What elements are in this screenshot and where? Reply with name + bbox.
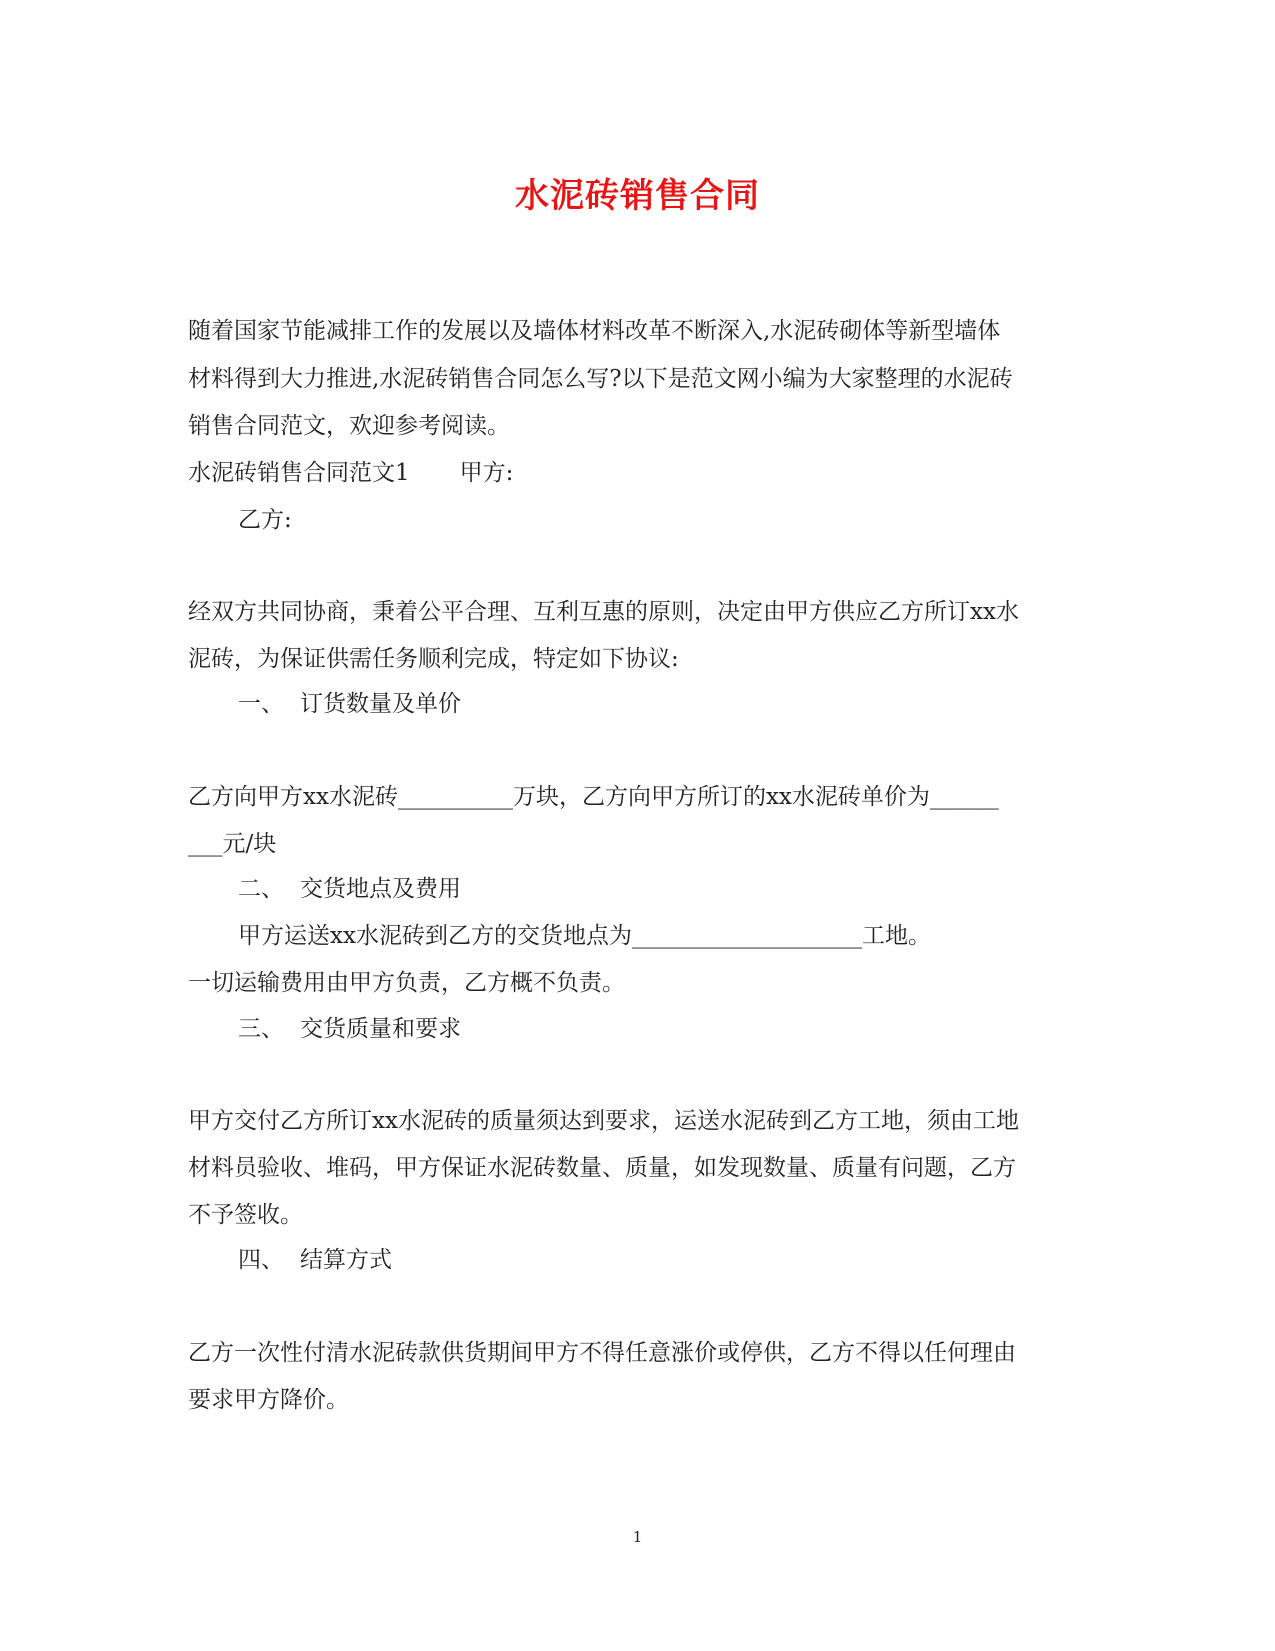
- section-1-heading: [238, 689, 1088, 719]
- intro-line-1: 随着国家节能减排工作的发展以及墙体材料改革不断深入,水泥砖砌体等新型墙体: [188, 318, 1001, 344]
- section-1-title: 订货数量及单价: [300, 691, 461, 717]
- section-1-number: 一、: [238, 691, 284, 717]
- section-3-line-2: 材料员验收、堆码，甲方保证水泥砖数量、质量，如发现数量、质量有问题，乙方: [188, 1155, 1016, 1181]
- section-3-number: 三、: [238, 1016, 284, 1042]
- section-2-number: 二、: [238, 876, 284, 902]
- section-3-heading: [238, 1014, 1088, 1044]
- party-b-label: 乙方:: [238, 507, 292, 533]
- section-2-heading: [238, 874, 1088, 904]
- section-3-line-3: 不予签收。: [188, 1202, 303, 1228]
- section-4-line-2: 要求甲方降价。: [188, 1387, 349, 1413]
- intro-line-3: 销售合同范文，欢迎参考阅读。: [188, 413, 510, 439]
- party-a-label: 甲方:: [459, 460, 514, 486]
- section-2-title: 交货地点及费用: [300, 876, 461, 902]
- section-4-number: 四、: [238, 1247, 284, 1273]
- section-3-line-1: 甲方交付乙方所订xx水泥砖的质量须达到要求，运送水泥砖到乙方工地，须由工地: [188, 1108, 1019, 1134]
- sample-heading: 水泥砖销售合同范文1: [188, 460, 410, 486]
- section-4-heading: [238, 1245, 1088, 1275]
- preamble-line-1: 经双方共同协商，秉着公平合理、互利互惠的原则，决定由甲方供应乙方所订xx水: [188, 599, 1019, 625]
- intro-line-2: 材料得到大力推进,水泥砖销售合同怎么写?以下是范文网小编为大家整理的水泥砖: [188, 366, 1013, 392]
- preamble-line-2: 泥砖，为保证供需任务顺利完成，特定如下协议:: [188, 646, 679, 672]
- section-2-line-2: 一切运输费用由甲方负责，乙方概不负责。: [188, 970, 625, 996]
- section-4-title: 结算方式: [300, 1247, 392, 1273]
- document-title: 水泥砖销售合同: [515, 176, 760, 216]
- section-1-line-1: 乙方向甲方xx水泥砖__________万块，乙方向甲方所订的xx水泥砖单价为______: [188, 784, 999, 810]
- section-4-line-1: 乙方一次性付清水泥砖款供货期间甲方不得任意涨价或停供，乙方不得以任何理由: [188, 1340, 1016, 1366]
- section-1-line-2: ___元/块: [188, 831, 277, 857]
- sample-heading-line: [188, 458, 1088, 488]
- page-number: 1: [632, 1528, 643, 1546]
- section-3-title: 交货质量和要求: [300, 1016, 461, 1042]
- section-2-line-1: 甲方运送xx水泥砖到乙方的交货地点为____________________工地。: [238, 923, 931, 949]
